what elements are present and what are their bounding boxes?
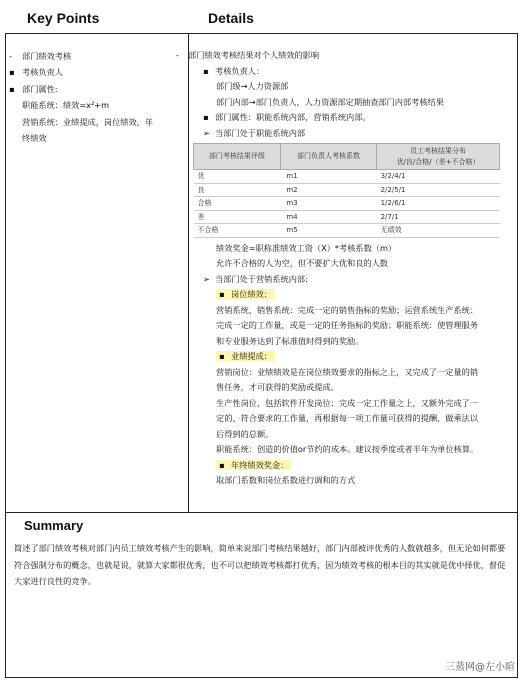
bullet-icon <box>9 130 22 146</box>
arrow-bullet-icon: ➢ <box>203 273 210 284</box>
key-point-text: 考核负责人 <box>22 67 63 78</box>
square-bullet-icon: ▪ <box>203 112 209 122</box>
table-row <box>194 183 500 197</box>
table-header-cell: 部门负责人考核系数 <box>280 144 376 170</box>
table-header-row <box>194 144 500 170</box>
key-point-text: 部门绩效考核 <box>22 51 72 61</box>
summary-text: 简述了部门绩效考核对部门内员工绩效考核产生的影响，简单来说部门考核结果越好，部门内部被评优秀的人数就越多，但无论如何都要符合强制分布的概念，也就是说，就算大家都很优秀，也不可以把绩效考核都打优秀，因为绩效考核的根本目的其实就是优中择优，督促大家进行良性的竞争。 <box>14 543 506 586</box>
table-cell: m2 <box>280 183 376 197</box>
details-line: 职能系统：创造的价值or节约的成本。建议按季度或者半年为单位核算。 <box>216 444 479 454</box>
table-cell: m1 <box>280 170 376 184</box>
details-line: 和专业服务达到了标准值时得到的奖励。 <box>216 335 364 346</box>
square-bullet-icon: ▪ <box>219 289 225 299</box>
bullet-icon <box>9 114 22 130</box>
details-subheading <box>176 287 516 303</box>
key-point-item <box>9 64 181 80</box>
details-line: 后得到的总额。 <box>216 428 274 439</box>
table-cell: 2/7/1 <box>377 210 500 224</box>
arrow-bullet-icon: ➢ <box>203 127 210 138</box>
square-bullet-icon: ▪ <box>219 351 225 361</box>
details-intro-text: 部门绩效考核结果对个人绩效的影响 <box>188 50 320 60</box>
table-cell: m5 <box>280 224 376 238</box>
key-point-item <box>9 97 181 113</box>
details-line <box>176 64 516 80</box>
details-line: 允许不合格的人为空，但不要扩大优和良的人数 <box>216 258 388 268</box>
key-point-text: 部门属性: <box>22 83 58 94</box>
table-row <box>194 170 500 184</box>
details-line-text: 考核负责人： <box>215 65 265 76</box>
details-line: 定的、符合要求的工作量，再根据每一项工作量可获得的提酬，做乘法以 <box>216 413 479 423</box>
summary-frame <box>5 513 518 678</box>
key-point-item <box>9 81 181 97</box>
table-header-text: 员工考核结果分布 <box>410 147 467 155</box>
table-row <box>194 210 500 224</box>
key-points-heading: Key Points <box>27 10 100 26</box>
key-point-text: 职能系统：绩效=x²+m <box>22 100 110 111</box>
bullet-icon <box>9 97 22 113</box>
details-column <box>176 48 516 489</box>
details-intro: - 部门绩效考核结果对个人绩效的影响 <box>176 50 320 60</box>
table-cell: 差 <box>194 210 281 224</box>
table-row <box>194 224 500 238</box>
table-cell: 2/2/5/1 <box>377 183 500 197</box>
details-line: 取部门系数和岗位系数进行调和的方式 <box>216 475 356 485</box>
details-line <box>176 126 516 142</box>
key-points-column <box>9 48 181 146</box>
table-cell: 良 <box>194 183 281 197</box>
details-line-text: 当部门处于职能系统内部 <box>215 127 306 138</box>
details-line: 营销岗位：业绩绩效是在岗位绩效要求的指标之上，又完成了一定量的销 <box>216 366 479 377</box>
table-header-subtext: 优/良/合格/（差+不合格） <box>396 157 480 166</box>
subheading-text: 岗位绩效： <box>231 289 272 299</box>
key-point-item <box>9 130 181 146</box>
details-line: 售任务，才可获得的奖励或提成。 <box>216 382 339 392</box>
table-cell: 优 <box>194 170 281 184</box>
square-bullet-icon: ▪ <box>219 459 225 470</box>
key-point-text: 终绩效 <box>22 133 47 144</box>
table-cell: m3 <box>280 197 376 211</box>
details-line: 部门级→人力资源部 <box>216 81 289 91</box>
table-row <box>194 197 500 211</box>
watermark: 三蒸网@左小暄 <box>445 662 515 673</box>
key-point-text: 营销系统：业绩提成，岗位绩效，年 <box>22 116 154 127</box>
bullet-icon: - <box>9 51 12 61</box>
details-subheading <box>176 349 516 365</box>
table-cell: 不合格 <box>194 224 281 238</box>
details-line-text: 当部门处于营销系统内部: <box>215 273 308 284</box>
bullet-icon: ▪ <box>9 83 15 94</box>
summary-heading: Summary <box>24 518 84 533</box>
details-line: 生产性岗位，包括软件开发岗位：完成一定工作量之上，又额外完成了一 <box>216 397 479 408</box>
subheading-text: 年终绩效奖金： <box>231 459 289 470</box>
square-bullet-icon: ▪ <box>203 65 209 76</box>
table-cell: 3/2/4/1 <box>377 170 500 184</box>
details-line: 营销系统、销售系统：完成一定的销售指标的奖励；运营系统生产系统： <box>216 304 479 315</box>
details-line-text: 部门属性：职能系统内部，营销系统内部。 <box>215 112 371 122</box>
table-header-cell: 部门考核结果评级 <box>194 144 281 170</box>
table-cell: 合格 <box>194 197 281 211</box>
table-header-cell <box>377 144 500 170</box>
key-point-item <box>9 114 181 130</box>
details-line <box>176 110 516 126</box>
table-cell: 无绩效 <box>377 224 500 238</box>
subheading-text: 业绩提成： <box>231 351 272 361</box>
details-line <box>176 272 516 288</box>
table-cell: 1/2/6/1 <box>377 197 500 211</box>
details-line: 完成一定的工作量，或是一定的任务指标的奖励；职能系统：使管理服务 <box>216 320 479 330</box>
details-line: 部门内部→部门负责人，人力资源部定期抽查部门内部考核结果 <box>216 96 444 107</box>
details-line: 绩效奖金=职称准绩效工资（X）*考核系数（m） <box>216 242 397 253</box>
coefficient-table <box>193 143 500 238</box>
details-heading: Details <box>208 10 254 26</box>
bullet-icon: ▪ <box>9 67 15 78</box>
details-subheading <box>176 458 516 474</box>
key-point-item <box>9 48 181 64</box>
table-cell: m4 <box>280 210 376 224</box>
